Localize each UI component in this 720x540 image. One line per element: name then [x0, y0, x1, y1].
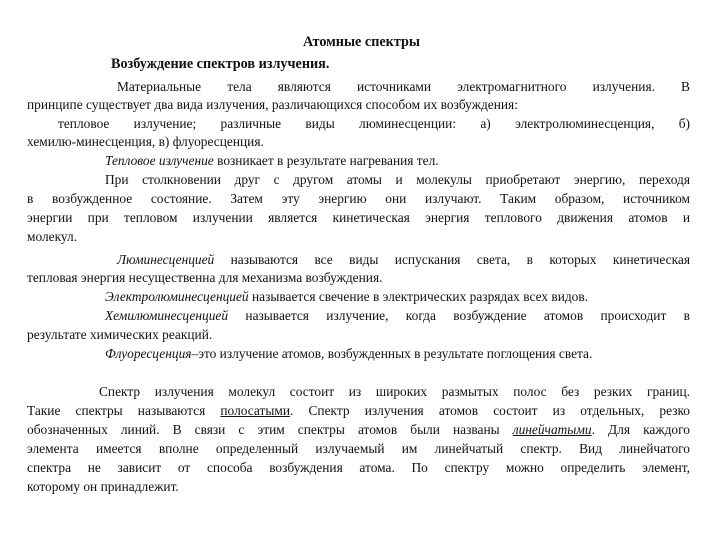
paragraph-line: молекул.: [27, 229, 78, 244]
paragraph-line: спектра не зависит от способа возбуждения атома. По спектру можно определить элемент,: [27, 460, 690, 475]
paragraph-line: тепловая энергия несущественна для механизма возбуждения.: [27, 270, 383, 285]
paragraph-line: результате химических реакций.: [27, 327, 213, 342]
term-banded: полосатыми: [220, 403, 290, 418]
paragraph-line: Хемилюминесценцией называется излучение, когда возбуждение атомов происходит в: [105, 308, 690, 323]
paragraph-line: хемилю-минесценция, в) флуоресценция.: [27, 134, 264, 149]
paragraph-line: в возбужденное состояние. Затем эту энергию они излучают. Таким образом, источником: [27, 191, 690, 206]
paragraph-line: энергии при тепловом излучении является кинетическая энергия теплового движения атомов и: [27, 210, 690, 225]
term-chemiluminescence: Хемилюминесценцией: [105, 308, 229, 323]
paragraph-line: Электролюминесценцией называется свечение в электрических разрядах всех видов.: [105, 289, 589, 304]
term-fluorescence: Флуоресценция: [105, 346, 192, 361]
page-title: Атомные спектры: [303, 34, 420, 50]
paragraph-line: Тепловое излучение возникает в результате нагревания тел.: [105, 153, 439, 168]
paragraph-line: Материальные тела являются источниками электромагнитного излучения. В: [117, 79, 690, 94]
paragraph-line: Такие спектры называются полосатыми. Спектр излучения атомов состоит из отдельных, резко: [27, 403, 691, 418]
paragraph-line: которому он принадлежит.: [27, 479, 179, 494]
paragraph-line: Флуоресценция–это излучение атомов, возбужденных в результате поглощения света.: [105, 346, 593, 361]
paragraph-line: принципе существует два вида излучения, различающихся способом их возбуждения:: [27, 97, 518, 112]
paragraph-line: тепловое излучение; различные виды люминесценции: а) электролюминесценция, б): [58, 116, 690, 131]
paragraph-line: элемента имеется вполне определенный излучаемый им линейчатый спектр. Вид линейчатого: [27, 441, 690, 456]
paragraph-line: Спектр излучения молекул состоит из широких размытых полос без резких границ.: [99, 384, 690, 399]
term-electroluminescence: Электролюминесценцией: [105, 289, 249, 304]
section-heading: Возбуждение спектров излучения.: [111, 56, 330, 72]
paragraph-line: обозначенных линий. В связи с этим спектры атомов были названы линейчатыми. Для каждого: [27, 422, 690, 437]
term-line-spectra: линейчатыми: [512, 422, 592, 437]
term-thermal-radiation: Тепловое излучение: [105, 153, 214, 168]
paragraph-line: При столкновении друг с другом атомы и молекулы приобретают энергию, переходя: [105, 172, 690, 187]
paragraph-line: Люминесценцией называются все виды испускания света, в которых кинетическая: [117, 252, 690, 267]
term-luminescence: Люминесценцией: [117, 252, 215, 267]
